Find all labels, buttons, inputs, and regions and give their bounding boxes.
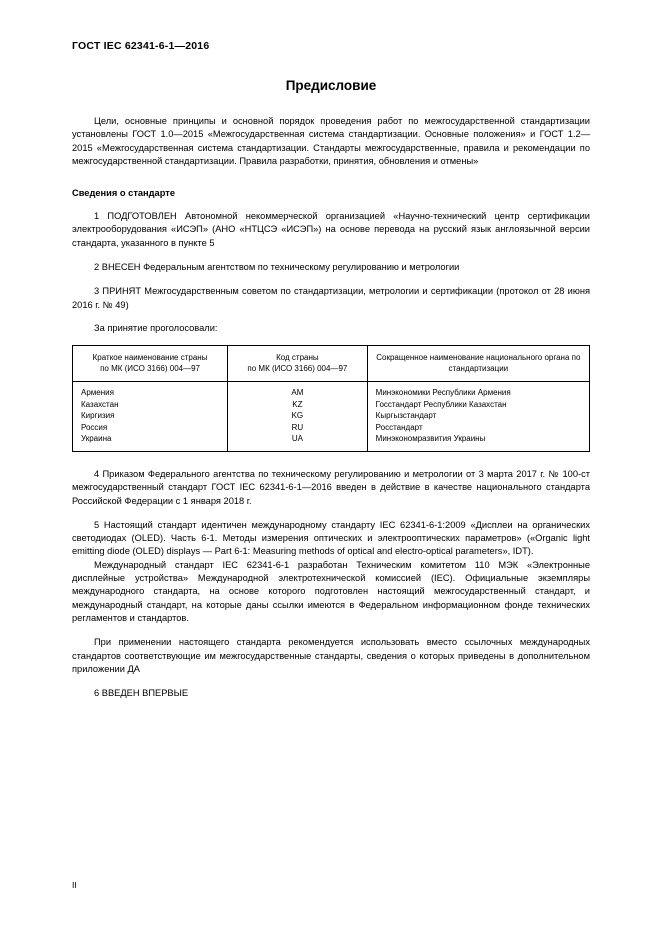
national-body: Кыргызстандарт bbox=[375, 411, 437, 421]
clause-3: 3 ПРИНЯТ Межгосударственным советом по стандартизации, метрологии и сертификации (протокол от 28 июня 2016 г. № 49) bbox=[72, 286, 590, 310]
national-body-list bbox=[376, 387, 581, 445]
clause-2: 2 ВНЕСЕН Федеральным агентством по техническому регулированию и метрологии bbox=[94, 262, 460, 273]
page-number: II bbox=[72, 880, 77, 890]
national-body: Госстандарт Республики Казахстан bbox=[375, 399, 507, 409]
country-code: AM bbox=[291, 387, 304, 397]
clause-5-recommendation: При применении настоящего стандарта рекомендуется использовать вместо ссылочных международных стандартов соответствующие им межгосударственные стандарты, сведения о которых приведены в дополнительном приложении ДА bbox=[72, 637, 590, 674]
clause-5-note: Международный стандарт IEC 62341-6-1 разработан Техническим комитетом 110 МЭК «Электронные дисплейные устройства» Международной электротехнической комиссией (IEC). Официальные экземпляры международного стандарта, на основе которого подготовлен настоящий межгосударственный стандарт, и международный стандарт, на которые даны ссылки имеются в Федеральном информационном фонде технических регламентов и стандартов. bbox=[72, 559, 590, 623]
country-name: Украина bbox=[81, 434, 112, 444]
section-heading: Сведения о стандарте bbox=[72, 188, 176, 199]
table-row bbox=[73, 381, 590, 451]
col-country-code-line2: по МК (ИСО 3166) 004—97 bbox=[247, 363, 348, 373]
country-name-list bbox=[81, 387, 219, 445]
page-content bbox=[72, 40, 590, 711]
country-code: UA bbox=[291, 434, 303, 444]
col-country-name bbox=[73, 345, 228, 381]
country-name: Казахстан bbox=[81, 399, 119, 409]
country-name: Армения bbox=[81, 387, 114, 397]
national-body: Минэкономразвития Украины bbox=[375, 434, 486, 444]
col-national-body-line2: стандартизации bbox=[448, 363, 509, 373]
col-country-name-line1: Краткое наименование страны bbox=[92, 352, 208, 362]
page-title: Предисловие bbox=[285, 78, 377, 93]
col-national-body-line1: Сокращенное наименование национального органа по bbox=[376, 352, 581, 362]
country-name: Киргизия bbox=[81, 411, 115, 421]
col-country-code bbox=[228, 345, 368, 381]
clause-5: 5 Настоящий стандарт идентичен международному стандарту IEC 62341-6-1:2009 «Дисплеи на органических светодиодах (OLED). Часть 6-1. Методы измерения оптических и электрооптических параметров» («Organic light emitting diode (OLED) displays — Part 6-1: Measuring methods of optical and electro-optical parameters», IDT). bbox=[72, 519, 590, 557]
clause-1: 1 ПОДГОТОВЛЕН Автономной некоммерческой организацией «Научно-технический центр сертификации электрооборудования «ИСЭП» (АНО «НТЦСЭ «ИСЭП») на основе перевода на русский язык англоязычной версии стандарта, указанного в пункте 5 bbox=[72, 211, 590, 248]
clause-4: 4 Приказом Федерального агентства по техническому регулированию и метрологии от 3 марта 2017 г. № 100-ст межгосударственный стандарт ГОСТ IEC 62341-6-1—2016 введен в действие в качестве национального стандарта Российской Федерации с 1 января 2018 г. bbox=[72, 468, 590, 506]
national-bodies-cell bbox=[367, 381, 589, 451]
vote-intro: За принятие проголосовали: bbox=[94, 322, 218, 333]
col-country-code-line1: Код страны bbox=[276, 352, 319, 362]
country-names-cell bbox=[73, 381, 228, 451]
country-code: RU bbox=[291, 422, 304, 432]
clause-6: 6 ВВЕДЕН ВПЕРВЫЕ bbox=[94, 688, 189, 699]
country-code: KG bbox=[291, 411, 304, 421]
national-body: Минэкономики Республики Армения bbox=[375, 387, 511, 397]
country-code: KZ bbox=[292, 399, 303, 409]
country-codes-cell bbox=[228, 381, 368, 451]
col-country-name-line2: по МК (ИСО 3166) 004—97 bbox=[100, 363, 201, 373]
intro-paragraph: Цели, основные принципы и основной порядок проведения работ по межгосударственной стандартизации установлены ГОСТ 1.0—2015 «Межгосударственная система стандартизации. Основные положения» и ГОСТ 1.2—2015 «Межгосударственная система стандартизации. Стандарты межгосударственные, правила и рекомендации по межгосударственной стандартизации. Правила разработки, принятия, обновления и отмены» bbox=[72, 116, 590, 166]
country-name: Россия bbox=[81, 422, 108, 432]
national-body: Росстандарт bbox=[375, 422, 423, 432]
table-header-row bbox=[73, 345, 590, 381]
col-national-body bbox=[367, 345, 589, 381]
running-header: ГОСТ IEC 62341-6-1—2016 bbox=[72, 40, 210, 52]
country-code-list bbox=[236, 387, 359, 445]
countries-table bbox=[72, 345, 590, 452]
